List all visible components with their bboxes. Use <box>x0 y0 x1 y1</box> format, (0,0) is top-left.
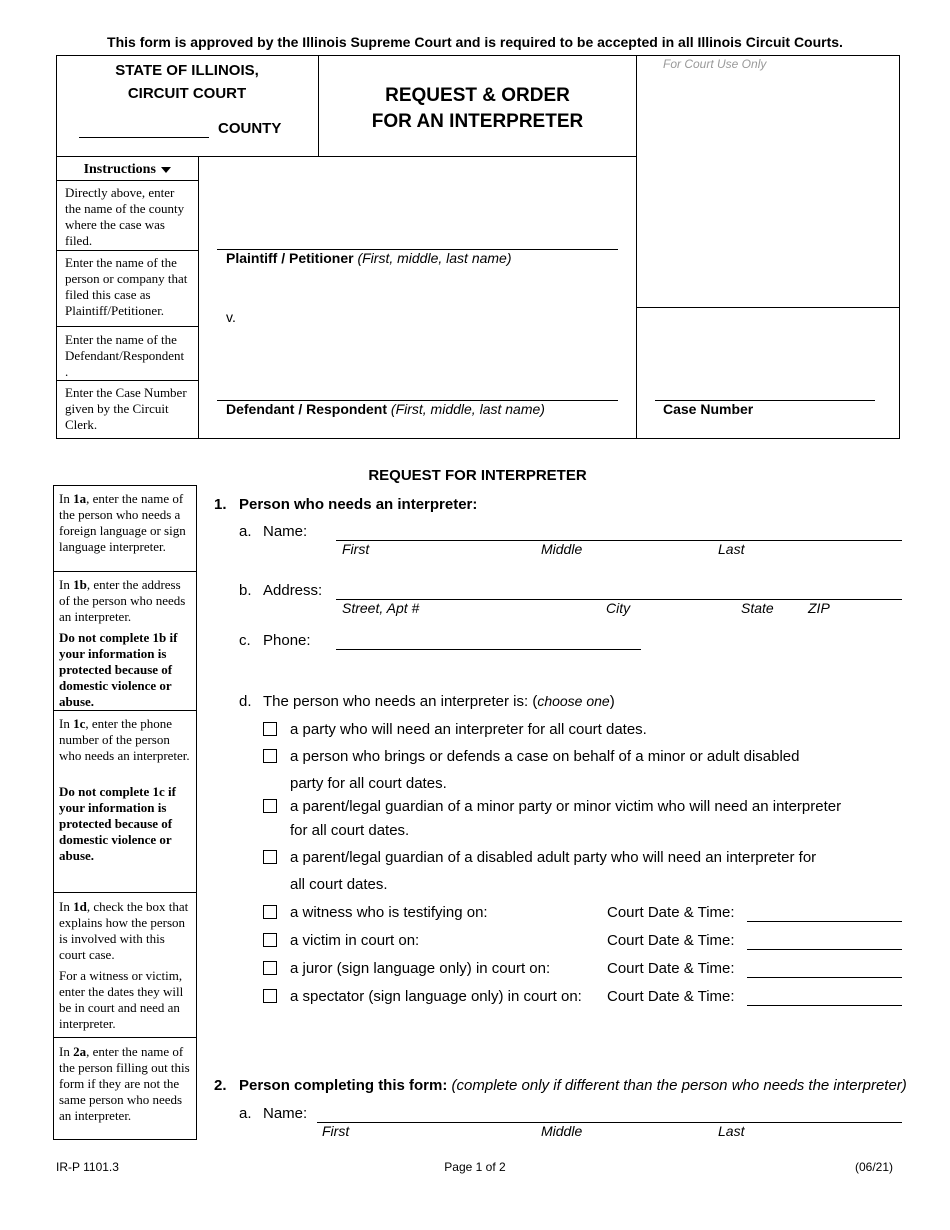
option-adult-guardian-label-2: all court dates. <box>290 876 388 893</box>
case-number-label: Case Number <box>663 401 754 417</box>
sidebar-2a: In 2a, enter the name of the person filling out this form if they are not the same person who needs an interpreter. <box>59 1044 190 1123</box>
triangle-down-icon <box>161 167 171 173</box>
q1b-city-label: City <box>606 600 631 616</box>
victim-court-date-label: Court Date & Time: <box>607 932 735 949</box>
q1a-label: Name: <box>263 523 308 540</box>
option-witness-checkbox[interactable] <box>263 905 277 919</box>
q1b-zip-label: ZIP <box>808 600 830 616</box>
option-adult-guardian-checkbox[interactable] <box>263 850 277 864</box>
option-on-behalf-label-2: party for all court dates. <box>290 775 447 792</box>
option-spectator-checkbox[interactable] <box>263 989 277 1003</box>
q1b-letter: b. <box>239 582 252 599</box>
q2a-middle-label: Middle <box>541 1123 583 1139</box>
sidebar-1c: In 1c, enter the phone number of the person who needs an interpreter. <box>59 716 190 763</box>
sidebar-1b: In 1b, enter the address of the person who needs an interpreter. <box>59 577 186 624</box>
county-label: COUNTY <box>218 120 282 137</box>
option-adult-guardian-label-1: a parent/legal guardian of a disabled adult party who will need an interpreter for <box>290 849 817 866</box>
sidebar-1b-warning: Do not complete 1b if your information is protected because of domestic violence or abuse. <box>59 630 178 709</box>
option-juror-label: a juror (sign language only) in court on: <box>290 960 551 977</box>
county-input[interactable] <box>79 117 209 138</box>
q1a-last-label: Last <box>718 541 745 557</box>
q1-title: Person who needs an interpreter: <box>239 496 478 513</box>
spectator-court-date-input[interactable] <box>747 985 902 1006</box>
state-label: STATE OF ILLINOIS, <box>115 62 259 79</box>
form-title-line1: REQUEST & ORDER <box>385 85 570 106</box>
option-minor-guardian-label-2: for all court dates. <box>290 822 410 839</box>
q2a-name-input[interactable] <box>317 1102 902 1123</box>
form-title-line2: FOR AN INTERPRETER <box>371 111 584 132</box>
option-minor-guardian-checkbox[interactable] <box>263 799 277 813</box>
option-witness-label: a witness who is testifying on: <box>290 904 488 921</box>
form-date: (06/21) <box>855 1160 894 1174</box>
option-victim-checkbox[interactable] <box>263 933 277 947</box>
witness-court-date-input[interactable] <box>747 901 902 922</box>
option-party-checkbox[interactable] <box>263 722 277 736</box>
q1a-middle-label: Middle <box>541 541 583 557</box>
juror-court-date-label: Court Date & Time: <box>607 960 735 977</box>
q1b-street-label: Street, Apt # <box>342 600 420 616</box>
plaintiff-input[interactable] <box>217 229 618 250</box>
juror-court-date-input[interactable] <box>747 957 902 978</box>
instruction-defendant: Enter the name of the Defendant/Respondent . <box>65 332 185 379</box>
section-title: REQUEST FOR INTERPRETER <box>368 467 587 484</box>
case-number-input[interactable] <box>655 380 875 401</box>
form-id: IR-P 1101.3 <box>56 1160 119 1174</box>
option-on-behalf-checkbox[interactable] <box>263 749 277 763</box>
q1c-phone-input[interactable] <box>336 629 641 650</box>
option-party-label: a party who will need an interpreter for all court dates. <box>290 721 647 738</box>
versus-label: v. <box>226 309 236 325</box>
q2a-letter: a. <box>239 1105 252 1122</box>
q1c-letter: c. <box>239 632 251 649</box>
sidebar-1a: In 1a, enter the name of the person who needs a foreign language or sign language interpreter. <box>59 491 186 554</box>
q1a-letter: a. <box>239 523 252 540</box>
option-spectator-label: a spectator (sign language only) in court on: <box>290 988 582 1005</box>
q1b-label: Address: <box>263 582 323 599</box>
sidebar-1d-extra: For a witness or victim, enter the dates they will be in court and need an interpreter. <box>59 968 184 1031</box>
q2a-first-label: First <box>322 1123 350 1139</box>
q1b-state-label: State <box>741 600 774 616</box>
q2a-label: Name: <box>263 1105 308 1122</box>
q1d-letter: d. <box>239 693 252 710</box>
q2a-last-label: Last <box>718 1123 745 1139</box>
plaintiff-label: Plaintiff / Petitioner (First, middle, last name) <box>226 250 512 266</box>
q1a-name-input[interactable] <box>336 520 902 541</box>
instructions-heading: Instructions <box>57 162 198 178</box>
circuit-label: CIRCUIT COURT <box>127 85 247 102</box>
q1a-first-label: First <box>342 541 370 557</box>
q1-number: 1. <box>214 496 227 513</box>
q1d-prompt: The person who needs an interpreter is: (choose one) <box>263 693 615 710</box>
court-use-label: For Court Use Only <box>663 57 767 71</box>
option-victim-label: a victim in court on: <box>290 932 420 949</box>
page-number: Page 1 of 2 <box>444 1160 506 1174</box>
defendant-label: Defendant / Respondent (First, middle, last name) <box>226 401 545 417</box>
witness-court-date-label: Court Date & Time: <box>607 904 735 921</box>
q2-number: 2. <box>214 1077 227 1094</box>
defendant-input[interactable] <box>217 380 618 401</box>
q1c-label: Phone: <box>263 632 311 649</box>
q2-title: Person completing this form: (complete only if different than the person who needs the interpreter) <box>239 1077 907 1094</box>
instruction-county: Directly above, enter the name of the county where the case was filed. <box>65 185 185 248</box>
spectator-court-date-label: Court Date & Time: <box>607 988 735 1005</box>
sidebar-1c-warning: Do not complete 1c if your information is protected because of domestic violence or abuse. <box>59 784 176 863</box>
victim-court-date-input[interactable] <box>747 929 902 950</box>
instruction-plaintiff: Enter the name of the person or company that filed this case as Plaintiff/Petitioner. <box>65 255 188 318</box>
instruction-case: Enter the Case Number given by the Circuit Clerk. <box>65 385 187 432</box>
q1b-address-input[interactable] <box>336 579 902 600</box>
option-on-behalf-label-1: a person who brings or defends a case on behalf of a minor or adult disabled <box>290 748 800 765</box>
option-minor-guardian-label-1: a parent/legal guardian of a minor party or minor victim who will need an interpreter <box>290 798 842 815</box>
option-juror-checkbox[interactable] <box>263 961 277 975</box>
sidebar-1d: In 1d, check the box that explains how the person is involved with this court case. <box>59 899 189 962</box>
approval-notice: This form is approved by the Illinois Supreme Court and is required to be accepted in all Illinois Circuit Courts. <box>107 34 843 50</box>
